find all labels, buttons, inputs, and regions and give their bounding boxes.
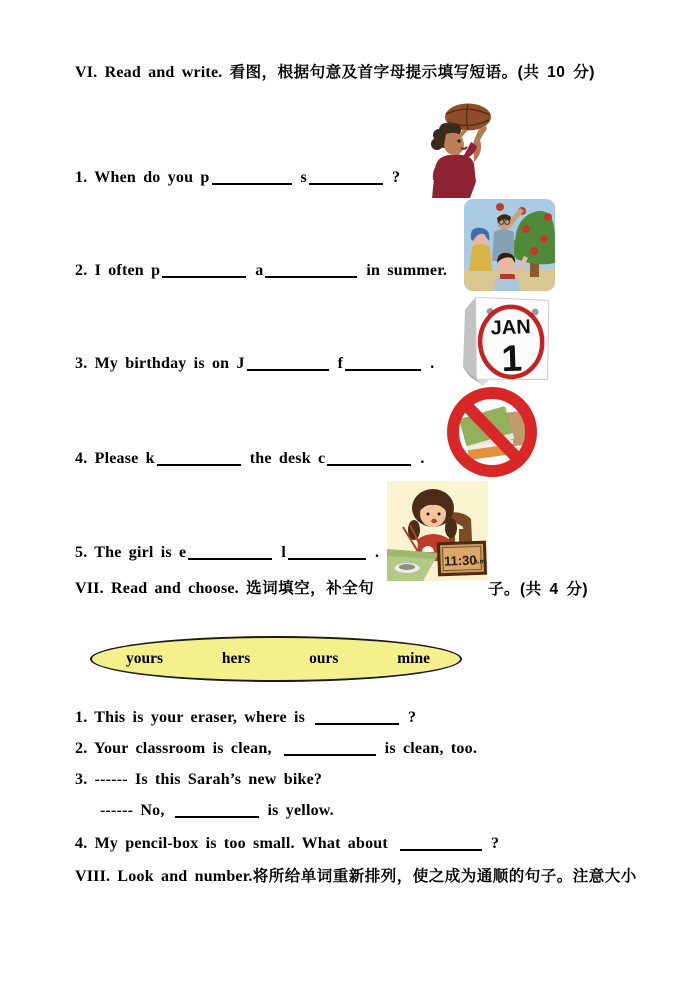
apple-picking-illustration <box>464 199 555 291</box>
blank-line <box>212 169 292 185</box>
heading-section-vii <box>75 579 374 599</box>
question-text: the desk c <box>249 450 326 467</box>
blank-line <box>188 544 272 560</box>
question-text: 1. When do you p <box>75 169 210 186</box>
heading-viii-english: VIII. Look and number. <box>75 868 253 885</box>
question-text: f <box>337 355 344 372</box>
blank-line <box>265 262 357 278</box>
question-text: ? <box>408 709 417 726</box>
question-text: . <box>375 544 380 561</box>
calendar-day-label: 1 <box>500 337 523 380</box>
question-text: 4. My pencil-box is too small. What about <box>75 835 388 852</box>
question-vi-3 <box>75 354 434 374</box>
word-bank-oval <box>90 636 462 682</box>
question-vi-4 <box>75 449 425 469</box>
question-text: 2. I often p <box>75 262 161 279</box>
heading-section-vi <box>75 63 595 83</box>
blank-line <box>315 709 399 725</box>
word-bank-word: ours <box>309 650 339 667</box>
blank-line <box>157 450 241 466</box>
word-bank-word: mine <box>397 650 430 667</box>
no-books-image <box>438 386 546 481</box>
no-books-illustration <box>438 386 546 481</box>
heading-vi-english: VI. Read and write. <box>75 64 223 81</box>
clock-time-label: 11:30 <box>443 552 477 569</box>
question-text: ------ No, <box>100 802 165 819</box>
question-vi-5 <box>75 543 379 563</box>
apple-picking-image <box>464 199 555 291</box>
blank-line <box>162 262 246 278</box>
basketball-boy-image <box>418 102 502 198</box>
question-text: . <box>430 355 435 372</box>
question-text: ? <box>391 169 401 186</box>
question-vii-2 <box>75 739 477 759</box>
question-text: l <box>281 544 287 561</box>
question-text: 4. Please k <box>75 450 155 467</box>
word-bank-word: hers <box>221 650 251 667</box>
heading-vii-chinese: 选词填空，补全句 <box>246 580 375 597</box>
blank-line <box>247 355 329 371</box>
heading-vi-chinese: 看图，根据句意及首字母提示填写短语。(共 10 分) <box>229 64 595 81</box>
question-text: is clean, too. <box>384 740 478 757</box>
clock-sign <box>438 542 487 575</box>
blank-line <box>288 544 366 560</box>
question-text: 3. My birthday is on J <box>75 355 245 372</box>
question-vii-4 <box>75 834 499 854</box>
heading-vii-tail: 子。(共 4 分) <box>488 581 589 598</box>
question-vii-3-answer <box>100 801 334 821</box>
blank-line <box>327 450 411 466</box>
blank-line <box>345 355 421 371</box>
question-text: . <box>420 450 425 467</box>
question-text: s <box>300 169 307 186</box>
word-bank-word: yours <box>126 650 164 667</box>
question-vii-3: 3. ------ Is this Sarah’s new bike? <box>75 771 323 788</box>
heading-vii-english: VII. Read and choose. <box>75 580 239 597</box>
question-text: is yellow. <box>267 802 334 819</box>
question-vi-1 <box>75 168 400 188</box>
question-vii-1 <box>75 708 416 728</box>
calendar-illustration <box>454 286 560 388</box>
question-vi-2 <box>75 261 447 281</box>
clock-suffix-label: a.m. <box>473 558 488 566</box>
blank-line <box>175 802 259 818</box>
blank-line <box>400 835 482 851</box>
question-text: a <box>255 262 264 279</box>
question-text: 1. This is your eraser, where is <box>75 709 306 726</box>
question-text: ? <box>490 835 500 852</box>
calendar-month-label: JAN <box>490 316 532 340</box>
girl-eating-image <box>387 481 488 581</box>
heading-viii-chinese: 将所给单词重新排列，使之成为通顺的句子。注意大小 <box>252 868 637 885</box>
heading-section-viii <box>75 867 637 887</box>
blank-line <box>284 740 376 756</box>
basketball-boy-illustration <box>418 102 502 198</box>
blank-line <box>309 169 383 185</box>
girl-eating-illustration <box>387 481 488 581</box>
question-text: 2. Your classroom is clean, <box>75 740 272 757</box>
question-text: in summer. <box>366 262 448 279</box>
question-text: 5. The girl is e <box>75 544 187 561</box>
calendar-image <box>454 286 560 388</box>
